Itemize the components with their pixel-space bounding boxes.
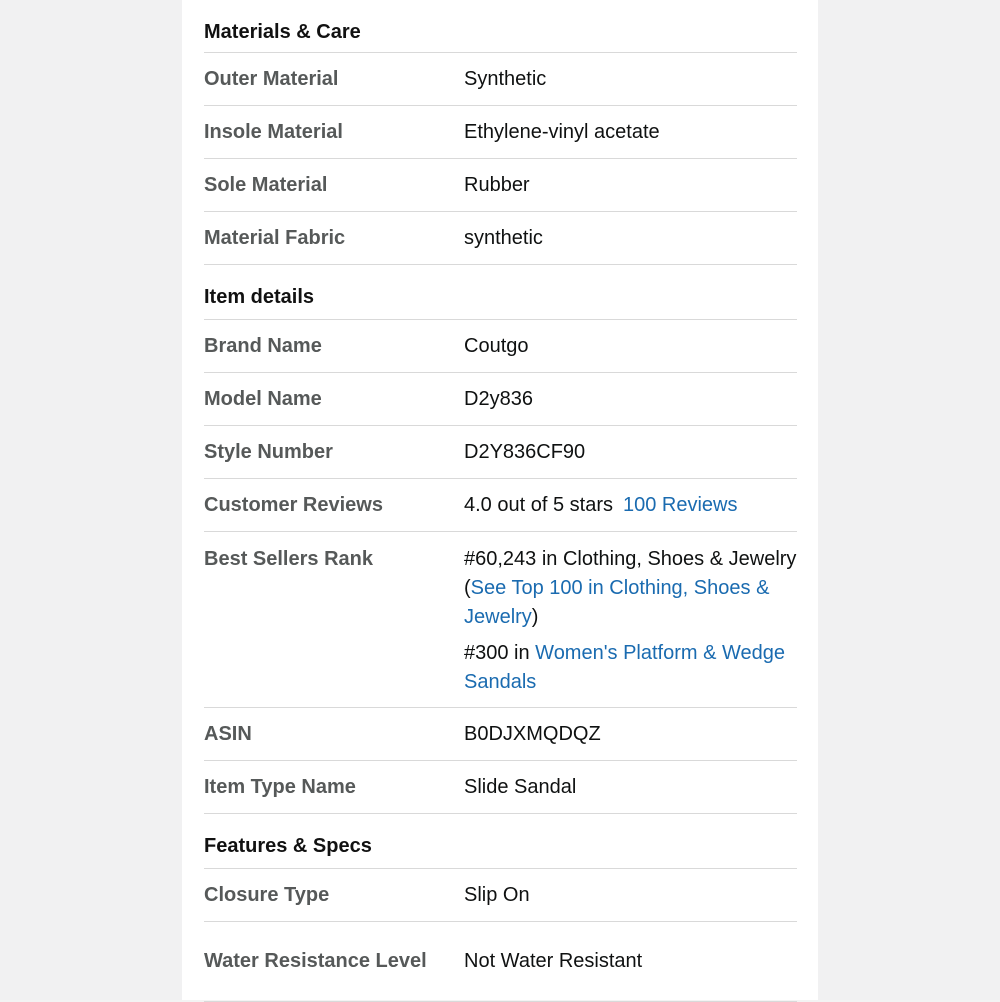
product-details-content [204,0,797,1002]
detail-row-asin [204,708,797,761]
page-background-left [0,0,182,1000]
best-sellers-rank-overall [464,545,797,632]
detail-label: Closure Type [204,883,330,906]
detail-value: Not Water Resistant [464,950,643,972]
detail-value [464,491,797,520]
rank-text: #60,243 in Clothing, Shoes & Jewelry ( [464,548,797,599]
detail-label: ASIN [204,722,252,745]
rank-text: #300 in [464,642,536,664]
detail-row-style-number [204,426,797,479]
detail-label: Material Fabric [204,226,346,249]
detail-label: Outer Material [204,67,339,90]
category-link[interactable]: Women's Platform & Wedge Sandals [464,642,786,693]
detail-value: Slip On [464,883,530,906]
detail-value: Slide Sandal [464,775,577,798]
detail-value: Coutgo [464,334,529,357]
detail-value [464,545,797,697]
detail-label: Insole Material [204,120,343,143]
detail-row-water-resistance [204,922,797,1002]
best-sellers-rank-category [464,639,797,697]
detail-value: Synthetic [464,67,547,90]
detail-value: D2Y836CF90 [464,440,586,463]
detail-row-closure-type [204,869,797,922]
detail-label: Sole Material [204,173,328,196]
detail-label: Style Number [204,440,333,463]
star-rating-text: 4.0 out of 5 stars [464,493,613,516]
detail-value: D2y836 [464,387,533,410]
see-top-100-link[interactable]: See Top 100 in Clothing, Shoes & Jewelry [464,577,770,628]
product-details-panel [182,0,818,1000]
section-title-materials-care: Materials & Care [204,0,797,53]
rank-close-paren: ) [531,606,539,628]
detail-row-material-fabric [204,212,797,265]
detail-row-model-name [204,373,797,426]
detail-label: Model Name [204,387,322,410]
detail-label: Item Type Name [204,775,356,798]
detail-row-customer-reviews [204,479,797,532]
detail-row-best-sellers-rank [204,532,797,708]
section-title-features-specs: Features & Specs [204,814,797,869]
section-title-item-details: Item details [204,265,797,320]
page-background-right [818,0,1000,1000]
detail-row-item-type-name [204,761,797,814]
detail-label: Brand Name [204,334,322,357]
detail-label: Best Sellers Rank [204,548,373,570]
detail-row-insole-material [204,106,797,159]
detail-label: Water Resistance Level [204,950,427,972]
detail-value: B0DJXMQDQZ [464,722,601,745]
detail-row-sole-material [204,159,797,212]
detail-label: Customer Reviews [204,493,383,516]
reviews-count-link[interactable]: 100 Reviews [622,493,738,516]
detail-row-brand-name [204,320,797,373]
detail-value: synthetic [464,226,543,249]
detail-row-outer-material [204,53,797,106]
detail-value: Rubber [464,173,530,196]
detail-value: Ethylene-vinyl acetate [464,120,660,143]
